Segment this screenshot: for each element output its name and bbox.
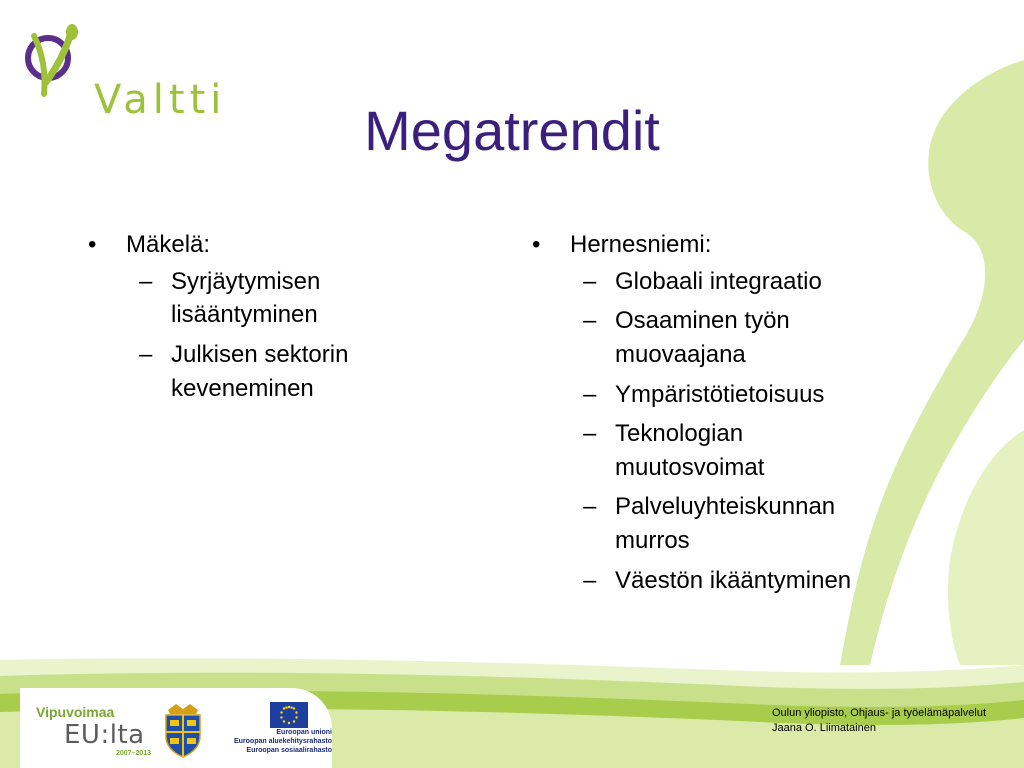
years-label: 2007–2013	[116, 750, 152, 757]
right-column	[532, 228, 892, 603]
list-item	[532, 564, 892, 598]
credit-organization: Oulun yliopisto, Ohjaus- ja työelämäpalvelut	[772, 707, 987, 719]
list-item	[532, 265, 892, 299]
left-heading: Mäkelä:	[126, 231, 211, 258]
bullet-marker: •	[532, 231, 541, 258]
list-item-text: Globaali integraatio	[615, 267, 822, 295]
dash-marker: –	[583, 493, 597, 521]
eu-text-line: Euroopan aluekehitysrahasto	[233, 738, 332, 746]
eu-text-line: Euroopan sosiaalirahasto	[246, 747, 332, 755]
funding-logos	[20, 688, 332, 768]
dash-marker: –	[139, 267, 153, 295]
credit-author: Jaana O. Liimatainen	[772, 721, 876, 734]
coat-of-arms-icon	[162, 700, 204, 758]
list-item-text: Väestön ikääntyminen	[615, 566, 852, 594]
list-item-text: Palveluyhteiskunnan murros	[615, 493, 836, 554]
bullet-heading	[88, 228, 428, 263]
eu-text-line: Euroopan unioni	[276, 729, 332, 736]
bullet-marker: •	[88, 231, 97, 258]
vipuvoimaa-label: Vipuvoimaa	[36, 704, 115, 720]
logo-wordmark: Valtti	[94, 77, 227, 123]
list-item-text: Ympäristötietoisuus	[615, 380, 825, 408]
dash-marker: –	[583, 267, 597, 295]
list-item-text: Osaaminen työn muovaajana	[615, 307, 790, 368]
list-item-text: Julkisen sektorin keveneminen	[171, 340, 349, 402]
dash-marker: –	[583, 566, 597, 594]
list-item	[88, 338, 428, 405]
right-sublist	[532, 265, 892, 597]
eu-fund-texts	[220, 728, 332, 755]
list-item	[532, 378, 892, 412]
left-sublist	[88, 265, 428, 405]
author-credit	[772, 706, 986, 736]
dash-marker: –	[139, 340, 153, 368]
dash-marker: –	[583, 307, 597, 335]
list-item-text: Teknologian muutosvoimat	[615, 420, 765, 481]
list-item	[532, 304, 892, 371]
dash-marker: –	[583, 380, 597, 408]
sprout-leaf	[948, 430, 1024, 665]
list-item	[532, 417, 892, 484]
left-column	[88, 228, 428, 411]
list-item	[532, 490, 892, 557]
logo-symbol-icon	[20, 22, 100, 102]
eu-flag-icon	[270, 702, 308, 728]
list-item	[88, 265, 428, 332]
list-item-text: Syrjäytymisen lisääntyminen	[171, 267, 321, 329]
right-heading: Hernesniemi:	[570, 231, 712, 258]
page-title: Megatrendit	[364, 99, 660, 162]
dash-marker: –	[583, 420, 597, 448]
eulta-label: EU:lta	[64, 720, 145, 750]
bullet-heading	[532, 228, 892, 263]
